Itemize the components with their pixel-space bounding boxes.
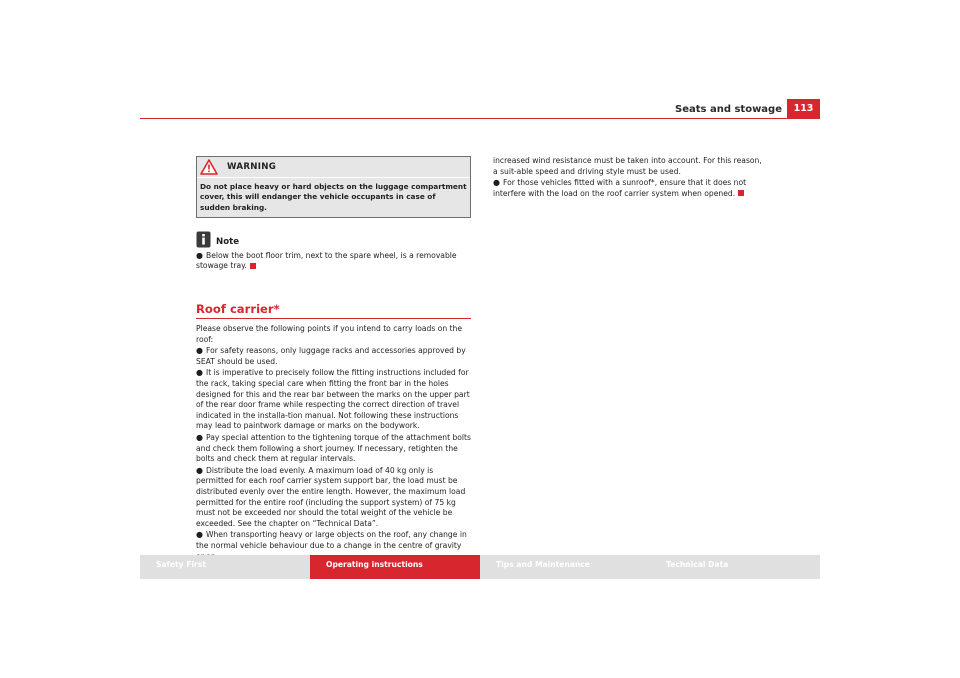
section-divider (196, 318, 471, 319)
list-item-text: For safety reasons, only luggage racks and accessories approved by SEAT should be used. (196, 346, 466, 366)
roof-carrier-intro: Please observe the following points if you intend to carry loads on the roof: (196, 324, 463, 344)
bullet-dot: ● (493, 178, 500, 188)
warning-title: WARNING (227, 161, 277, 172)
warning-triangle-icon (200, 159, 218, 175)
warning-text: Do not place heavy or hard objects on the luggage compartment cover, this will endanger the vehicle occupants in case of sudden braking. (197, 177, 470, 217)
footer-tab-technical-data[interactable]: Technical Data (650, 555, 820, 579)
header-divider (140, 118, 820, 119)
section-end-marker (738, 190, 744, 196)
note-header (196, 228, 471, 248)
warning-header (197, 157, 470, 177)
list-item (196, 466, 471, 530)
footer-tab-safety-first[interactable]: Safety First (140, 555, 310, 579)
note-text: Below the boot floor trim, next to the spare wheel, is a removable stowage tray. (196, 250, 457, 271)
footer-tab-tips-and-maintenance[interactable]: Tips and Maintenance (480, 555, 650, 579)
left-column (196, 156, 471, 562)
bullet-dot: ● (196, 465, 203, 475)
note-info-icon (196, 231, 211, 248)
list-item (493, 178, 768, 199)
section-title-roof-carrier: Roof carrier* (196, 302, 280, 317)
list-item-text: Distribute the load evenly. A maximum load of 40 kg only is permitted for each roof carrier system support bar, the load must be distributed evenly over the entire length. However, the maximum load permitted for the entire roof (including the support system) of 75 kg must not be exceeded nor should the total weight of the vehicle be exceeded. See the chapter on “Technical Data”. (196, 465, 466, 528)
bullet-dot: ● (196, 250, 203, 260)
list-item (196, 368, 471, 432)
note-bullet (196, 251, 471, 272)
right-column (493, 156, 768, 199)
note-title: Note (216, 237, 240, 248)
bullet-dot: ● (196, 530, 203, 540)
footer-tab-operating-instructions[interactable]: Operating instructions (310, 555, 480, 579)
page-header-title: Seats and stowage (675, 104, 782, 115)
list-item (196, 433, 471, 465)
warning-box (196, 156, 471, 218)
list-item-text: Pay special attention to the tightening torque of the attachment bolts and check them following a short journey. If necessary, retighten the bolts and check them at regular intervals. (196, 433, 471, 464)
list-item-text: When transporting heavy or large objects on the roof, any change in the normal vehicle behaviour due to a change in the centre of gravity (196, 530, 467, 550)
list-item (196, 346, 471, 367)
list-item-text: It is imperative to precisely follow the fitting instructions included for the rack, taking special care when fitting the front bar in the holes designed for this and the rear bar between the marks on the upper part of the rear door frame while respecting the correct direction of travel indicated in the installa-tion manual. Not following these instructions may lead to paintwork damage or marks on the bodywork. (196, 368, 470, 431)
page-number-badge: 113 (787, 99, 820, 119)
bullet-dot: ● (196, 346, 203, 356)
list-item-text: For those vehicles fitted with a sunroof*, ensure that it does not interfere with the load on the roof carrier system when opened. (493, 178, 747, 198)
section-end-marker (250, 263, 256, 269)
bullet-dot: ● (196, 433, 203, 443)
continuation-text: increased wind resistance must be taken into account. For this reason, a suit-able speed and driving style must be used. (493, 156, 762, 176)
bullet-dot: ● (196, 368, 203, 378)
